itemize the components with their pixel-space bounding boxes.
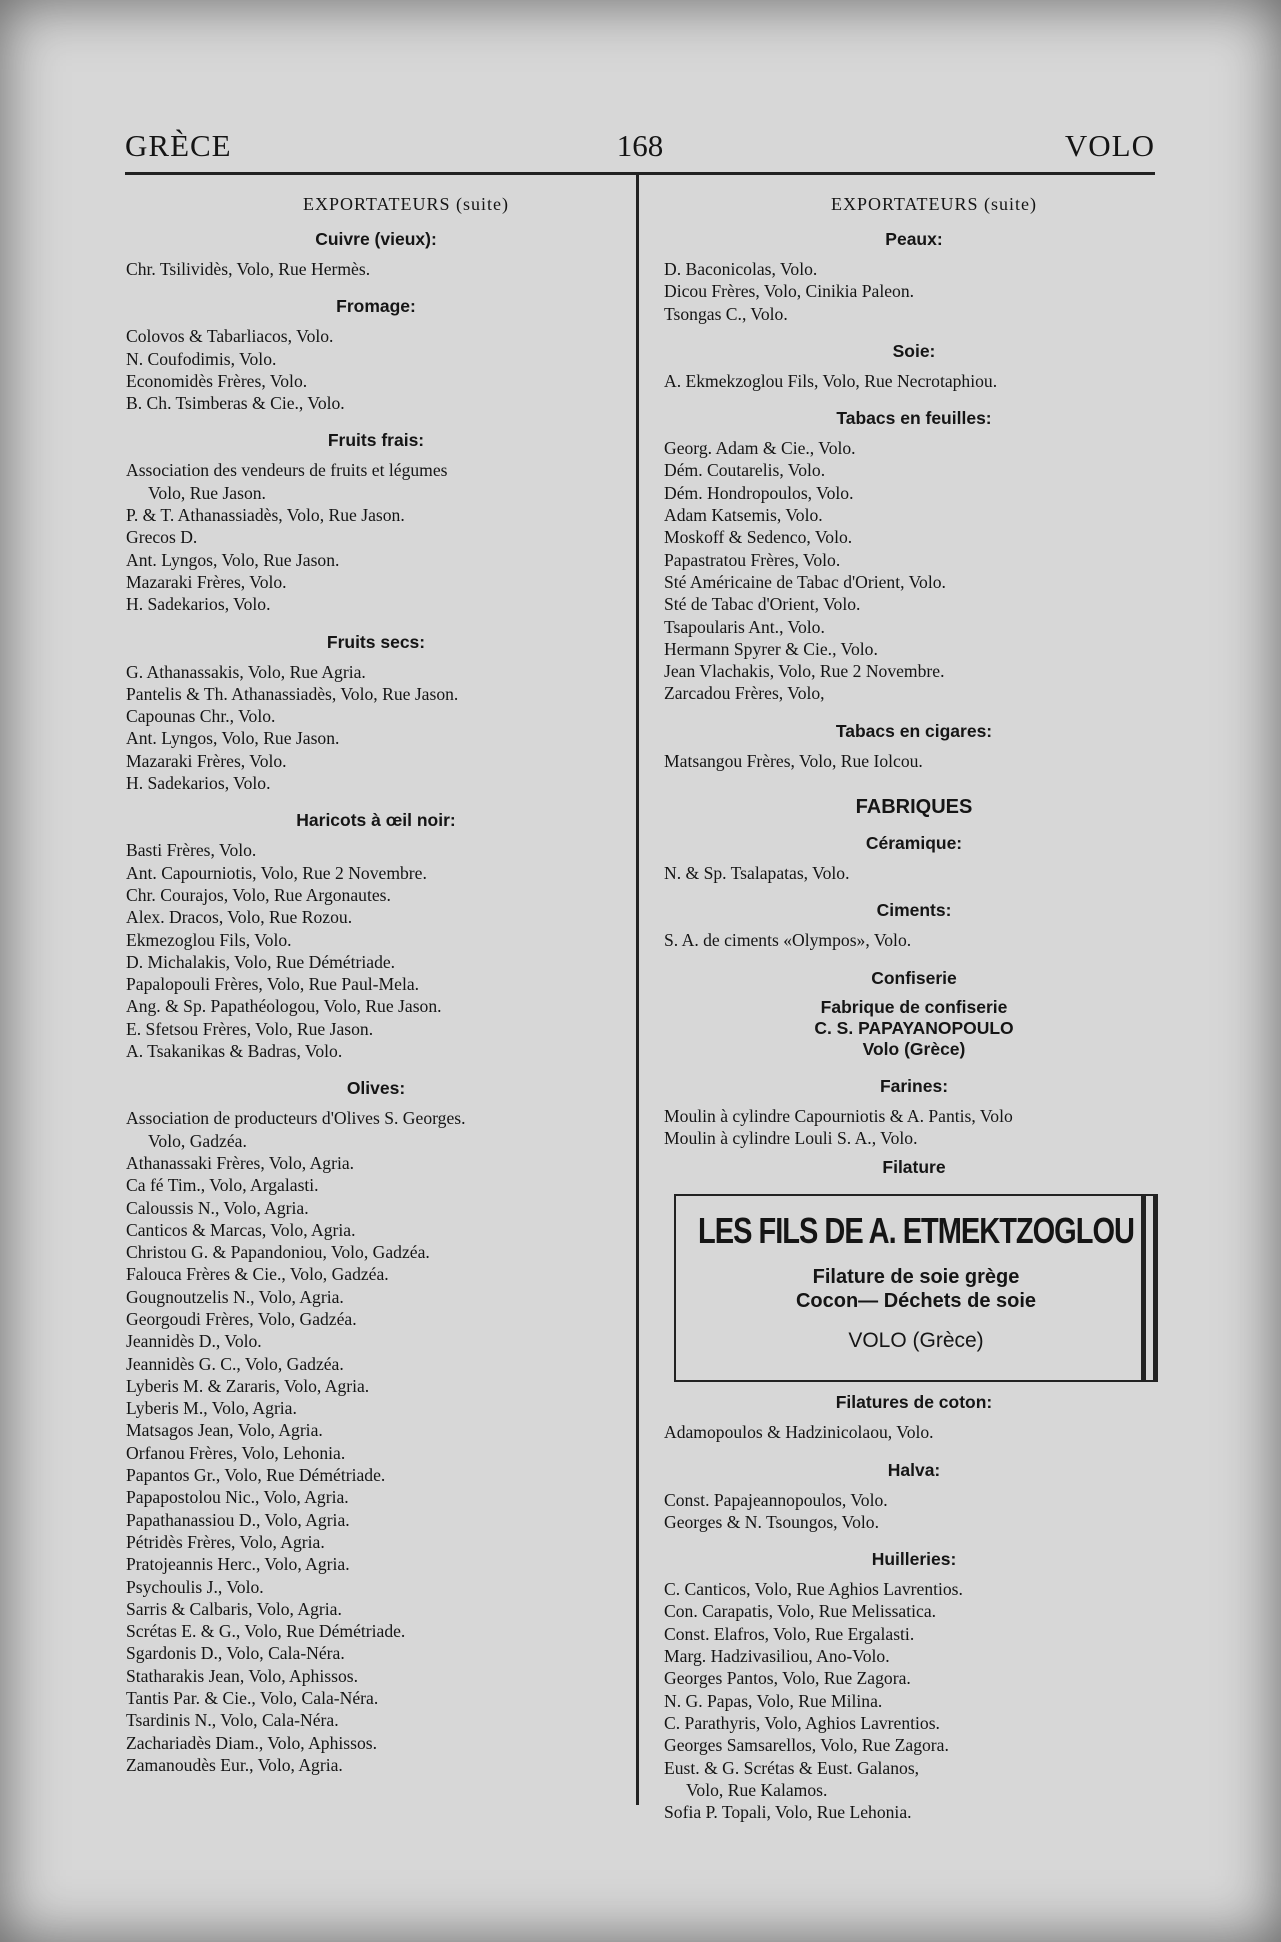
list-item: Sté de Tabac d'Orient, Volo. (664, 594, 861, 615)
list-item: Ca fé Tim., Volo, Argalasti. (126, 1175, 319, 1196)
confiserie-heading: Confiserie (871, 967, 957, 988)
header-city: VOLO (1064, 128, 1155, 163)
list-item: Adamopoulos & Hadzinicolaou, Volo. (664, 1422, 934, 1443)
list-item: E. Sfetsou Frères, Volo, Rue Jason. (126, 1018, 374, 1039)
list-item: Eust. & G. Scrétas & Eust. Galanos, (664, 1757, 920, 1778)
list-item: Papantos Gr., Volo, Rue Démétriade. (126, 1465, 386, 1486)
list-item: Capounas Chr., Volo. (126, 706, 276, 727)
list-item: P. & T. Athanassiadès, Volo, Rue Jason. (126, 505, 405, 526)
left-column (126, 190, 626, 1786)
list-item: B. Ch. Tsimberas & Cie., Volo. (126, 393, 345, 414)
section-heading: Tabacs en cigares: (835, 720, 993, 741)
list-item: Athanassaki Frères, Volo, Agria. (126, 1152, 355, 1173)
left-sections (126, 229, 626, 1786)
fabriques-heading: FABRIQUES (855, 796, 973, 819)
right-column-title: EXPORTATEURS (suite) (831, 194, 1037, 214)
list-item: Lyberis M. & Zararis, Volo, Agria. (126, 1375, 370, 1396)
list-item: Dém. Coutarelis, Volo. (664, 460, 826, 481)
list-item: Zamanoudès Eur., Volo, Agria. (126, 1754, 343, 1775)
column-divider (636, 175, 639, 1805)
section-heading: Fromage: (336, 296, 416, 317)
list-item: D. Michalakis, Volo, Rue Démétriade. (126, 951, 396, 972)
list-item: H. Sadekarios, Volo. (126, 594, 271, 615)
list-item: Pantelis & Th. Athanassiadès, Volo, Rue Jason. (126, 683, 459, 704)
section-heading: Tabacs en feuilles: (836, 408, 992, 429)
list-item: Chr. Tsilividès, Volo, Rue Hermès. (126, 259, 371, 279)
list-item: Psychoulis J., Volo. (126, 1576, 264, 1597)
section-heading: Ciments: (876, 900, 952, 921)
list-item: Canticos & Marcas, Volo, Agria. (126, 1219, 356, 1240)
list-item: Christou G. & Papandoniou, Volo, Gadzéa. (126, 1242, 430, 1263)
list-item: Sofia P. Topali, Volo, Rue Lehonia. (664, 1802, 912, 1823)
list-item: Jean Vlachakis, Volo, Rue 2 Novembre. (664, 661, 945, 682)
list-item: Alex. Dracos, Volo, Rue Rozou. (126, 907, 353, 928)
list-item: H. Sadekarios, Volo. (126, 773, 271, 794)
section-heading: Peaux: (885, 229, 943, 249)
list-item: Zachariadès Diam., Volo, Aphissos. (126, 1732, 378, 1753)
ad-company-name: LES FILS DE A. ETMEKTZOGLOU (698, 1212, 1134, 1253)
list-item: D. Baconicolas, Volo. (664, 259, 818, 279)
list-item: Dicou Frères, Volo, Cinikia Paleon. (664, 281, 915, 302)
left-column-title: EXPORTATEURS (suite) (303, 194, 509, 214)
farines-heading: Farines: (879, 1075, 949, 1096)
list-item: Moulin à cylindre Louli S. A., Volo. (664, 1127, 918, 1148)
list-item: A. Tsakanikas & Badras, Volo. (126, 1041, 343, 1062)
list-item: Mazaraki Frères, Volo. (126, 750, 287, 771)
header-rule (125, 172, 1155, 175)
advertisement-box (674, 1194, 1158, 1382)
right-sections-fabriques-cont (664, 1392, 1164, 1833)
header-country: GRÈCE (125, 128, 232, 163)
list-item: Tsapoularis Ant., Volo. (664, 616, 825, 637)
list-item: Zarcadou Frères, Volo, (664, 683, 825, 704)
list-item: Ekmezoglou Fils, Volo. (126, 929, 292, 950)
list-item: Colovos & Tabarliacos, Volo. (126, 326, 334, 347)
list-item: Lyberis M., Volo, Agria. (126, 1398, 297, 1419)
list-item: Chr. Courajos, Volo, Rue Argonautes. (126, 884, 391, 905)
list-item: Tsongas C., Volo. (664, 303, 788, 324)
right-sections-exportateurs (664, 229, 1164, 782)
section-heading: Cuivre (vieux): (315, 229, 437, 249)
list-item: Dém. Hondropoulos, Volo. (664, 482, 854, 503)
list-item: Volo, Rue Kalamos. (686, 1779, 828, 1800)
list-item: Adam Katsemis, Volo. (664, 505, 823, 526)
filature-heading: Filature (882, 1157, 946, 1178)
list-item: Volo, Gadzéa. (148, 1130, 247, 1151)
section-heading: Olives: (346, 1078, 406, 1099)
list-item: Pétridès Frères, Volo, Agria. (126, 1531, 325, 1552)
list-item: Ant. Lyngos, Volo, Rue Jason. (126, 549, 340, 570)
confiserie-line-3: Volo (Grèce) (862, 1038, 966, 1059)
list-item: Economidès Frères, Volo. (126, 370, 308, 391)
list-item: Tantis Par. & Cie., Volo, Cala-Néra. (126, 1688, 379, 1709)
right-column (664, 190, 1164, 1833)
list-item: N. G. Papas, Volo, Rue Milina. (664, 1690, 883, 1711)
page-header (125, 128, 1155, 172)
list-item: Georg. Adam & Cie., Volo. (664, 438, 856, 459)
section-heading: Fruits frais: (327, 430, 425, 451)
section-heading: Céramique: (865, 833, 963, 854)
list-item: Ant. Capourniotis, Volo, Rue 2 Novembre. (126, 862, 427, 883)
ad-line-1: Filature de soie grège (812, 1266, 1020, 1289)
list-item: Pratojeannis Herc., Volo, Agria. (126, 1554, 350, 1575)
list-item: Const. Papajeannopoulos, Volo. (664, 1489, 888, 1510)
list-item: Scrétas E. & G., Volo, Rue Démétriade. (126, 1621, 406, 1642)
section-heading: Haricots à œil noir: (296, 810, 456, 831)
confiserie-line-2: C. S. PAPAYANOPOULO (814, 1017, 1014, 1038)
list-item: Ang. & Sp. Papathéologou, Volo, Rue Jason. (126, 996, 442, 1017)
confiserie-line-1: Fabrique de confiserie (820, 996, 1008, 1017)
list-item: Hermann Spyrer & Cie., Volo. (664, 638, 878, 659)
section-heading: Fruits secs: (326, 631, 426, 652)
list-item: Basti Frères, Volo. (126, 840, 257, 861)
list-item: Moskoff & Sedenco, Volo. (664, 527, 853, 548)
list-item: Sté Américaine de Tabac d'Orient, Volo. (664, 571, 946, 592)
list-item: Papapostolou Nic., Volo, Agria. (126, 1487, 349, 1508)
section-heading: Huilleries: (871, 1549, 957, 1570)
list-item: Tsardinis N., Volo, Cala-Néra. (126, 1710, 339, 1731)
list-item: Georgoudi Frères, Volo, Gadzéa. (126, 1308, 357, 1329)
list-item: Moulin à cylindre Capourniotis & A. Pantis, Volo (664, 1105, 1013, 1126)
list-item: Georges Samsarellos, Volo, Rue Zagora. (664, 1735, 949, 1756)
list-item: N. & Sp. Tsalapatas, Volo. (664, 863, 850, 884)
list-item: Con. Carapatis, Volo, Rue Melissatica. (664, 1601, 937, 1622)
list-item: G. Athanassakis, Volo, Rue Agria. (126, 661, 366, 682)
list-item: Jeannidès D., Volo. (126, 1331, 262, 1352)
list-item: Gougnoutzelis N., Volo, Agria. (126, 1286, 344, 1307)
list-item: Jeannidès G. C., Volo, Gadzéa. (126, 1353, 344, 1374)
list-item: Papalopouli Frères, Volo, Rue Paul-Mela. (126, 974, 420, 995)
ad-line-3: VOLO (Grèce) (848, 1329, 984, 1353)
section-heading: Soie: (892, 340, 936, 361)
page-number: 168 (616, 128, 664, 163)
list-item: Matsagos Jean, Volo, Agria. (126, 1420, 323, 1441)
list-item: C. Parathyris, Volo, Aghios Lavrentios. (664, 1712, 940, 1733)
list-item: Marg. Hadzivasiliou, Ano-Volo. (664, 1646, 890, 1667)
list-item: Association de producteurs d'Olives S. Georges. (126, 1108, 466, 1129)
list-item: Const. Elafros, Volo, Rue Ergalasti. (664, 1623, 915, 1644)
list-item: Georges Pantos, Volo, Rue Zagora. (664, 1668, 911, 1689)
list-item: N. Coufodimis, Volo. (126, 348, 277, 369)
list-item: Grecos D. (126, 527, 198, 548)
ad-line-2: Cocon— Déchets de soie (795, 1290, 1037, 1313)
list-item: Association des vendeurs de fruits et légumes (126, 460, 448, 481)
right-sections-fabriques (664, 833, 1164, 962)
list-item: Papastratou Frères, Volo. (664, 549, 841, 570)
list-item: Falouca Frères & Cie., Volo, Gadzéa. (126, 1264, 389, 1285)
list-item: C. Canticos, Volo, Rue Aghios Lavrentios. (664, 1579, 963, 1600)
list-item: Matsangou Frères, Volo, Rue Iolcou. (664, 750, 923, 771)
list-item: Volo, Rue Jason. (148, 482, 266, 503)
section-heading: Filatures de coton: (835, 1392, 993, 1413)
list-item: Papathanassiou D., Volo, Agria. (126, 1509, 350, 1530)
list-item: Caloussis N., Volo, Agria. (126, 1197, 309, 1218)
list-item: Statharakis Jean, Volo, Aphissos. (126, 1665, 358, 1686)
list-item: Mazaraki Frères, Volo. (126, 571, 287, 592)
list-item: Sgardonis D., Volo, Cala-Néra. (126, 1643, 345, 1664)
list-item: A. Ekmekzoglou Fils, Volo, Rue Necrotaphiou. (664, 370, 998, 391)
list-item: S. A. de ciments «Olympos», Volo. (664, 930, 912, 951)
list-item: Georges & N. Tsoungos, Volo. (664, 1511, 879, 1532)
list-item: Sarris & Calbaris, Volo, Agria. (126, 1598, 342, 1619)
section-heading: Halva: (887, 1459, 941, 1480)
list-item: Orfanou Frères, Volo, Lehonia. (126, 1442, 346, 1463)
list-item: Ant. Lyngos, Volo, Rue Jason. (126, 728, 340, 749)
